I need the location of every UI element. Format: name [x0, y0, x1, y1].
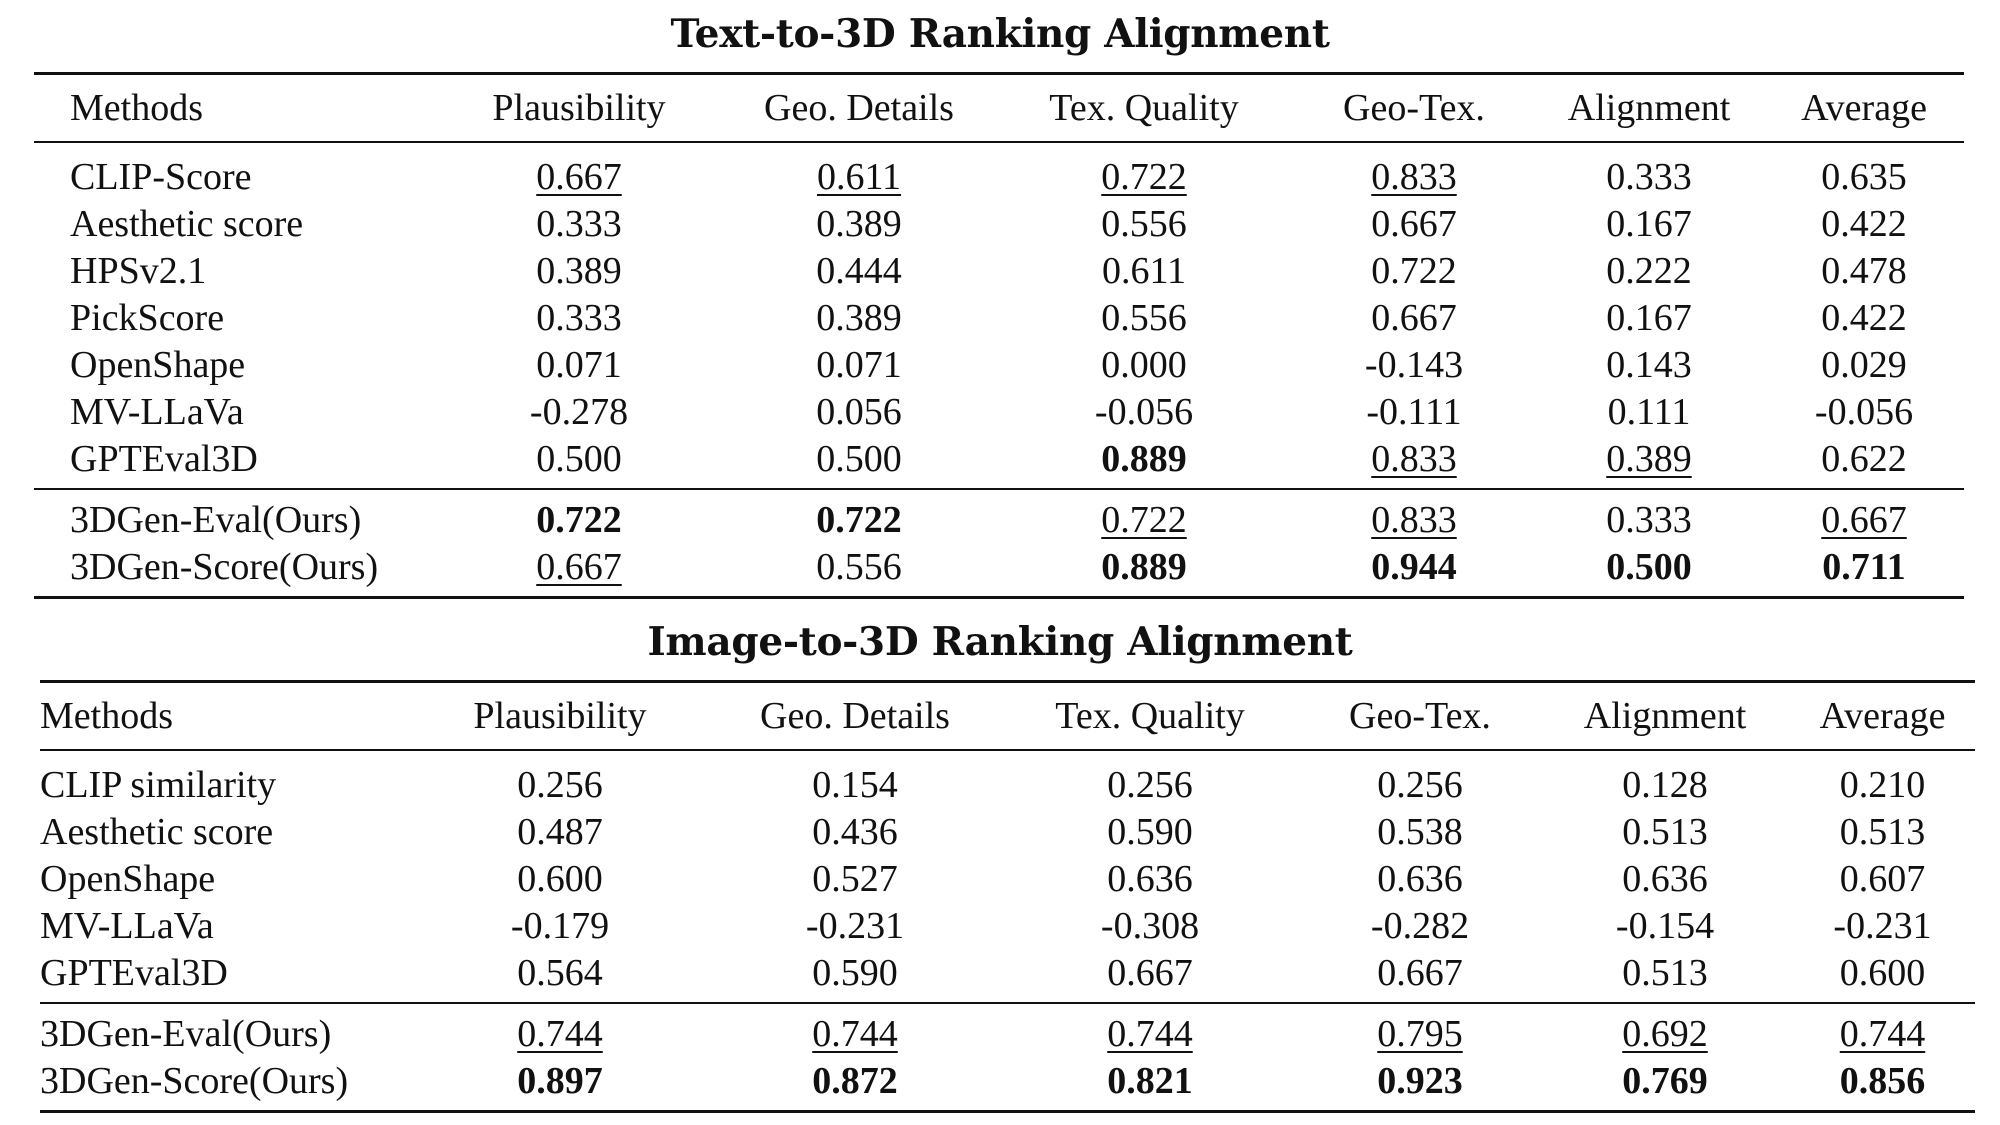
score-cell: 0.872	[812, 1059, 898, 1102]
score-cell: 0.389	[1606, 437, 1692, 480]
method-name: MV-LLaVa	[70, 390, 244, 433]
column-header: Geo-Tex.	[1349, 695, 1491, 737]
score-cell: 0.527	[812, 857, 898, 900]
score-cell: 0.722	[536, 498, 622, 541]
score-cell: 0.667	[1107, 951, 1193, 994]
score-cell: 0.590	[1107, 810, 1193, 853]
table-header	[34, 74, 1964, 143]
method-name: GPTEval3D	[40, 951, 228, 994]
score-cell: 0.538	[1377, 810, 1463, 853]
table-row	[34, 142, 1964, 200]
ranking-table	[34, 72, 1964, 599]
score-cell: 0.128	[1622, 763, 1708, 806]
score-cell: 0.722	[816, 498, 902, 541]
method-name: MV-LLaVa	[40, 904, 214, 947]
baseline-rows	[34, 142, 1964, 489]
ours-rows	[34, 489, 1964, 598]
method-name: 3DGen-Eval(Ours)	[40, 1012, 332, 1055]
score-cell: -0.111	[1366, 390, 1462, 433]
score-cell: 0.636	[1107, 857, 1193, 900]
score-cell: 0.821	[1107, 1059, 1193, 1102]
score-cell: 0.556	[816, 545, 902, 588]
score-cell: -0.282	[1370, 904, 1470, 947]
column-header: Tex. Quality	[1049, 87, 1239, 129]
column-header: Geo. Details	[764, 87, 954, 129]
score-cell: 0.636	[1377, 857, 1463, 900]
column-header: Methods	[40, 695, 173, 737]
ours-row	[40, 1003, 1975, 1057]
method-name: 3DGen-Score(Ours)	[70, 545, 379, 588]
score-cell: -0.143	[1364, 343, 1464, 386]
score-cell: 0.636	[1622, 857, 1708, 900]
ranking-table	[40, 680, 1975, 1113]
column-header: Average	[1801, 87, 1927, 129]
score-cell: 0.167	[1606, 296, 1692, 339]
score-cell: 0.071	[536, 343, 622, 386]
table-row	[34, 435, 1964, 489]
score-cell: 0.607	[1839, 857, 1926, 900]
method-name: 3DGen-Score(Ours)	[40, 1059, 349, 1102]
score-cell: 0.889	[1101, 545, 1187, 588]
column-header: Tex. Quality	[1055, 695, 1245, 737]
score-cell: 0.436	[812, 810, 898, 853]
score-cell: 0.600	[517, 857, 603, 900]
score-cell: 0.795	[1377, 1012, 1463, 1055]
column-header: Plausibility	[492, 87, 666, 129]
score-cell: 0.722	[1371, 249, 1457, 292]
column-header: Average	[1819, 695, 1946, 737]
score-cell: 0.389	[816, 202, 902, 245]
score-cell: 0.422	[1821, 296, 1907, 339]
score-cell: 0.923	[1377, 1059, 1463, 1102]
score-cell: 0.667	[1821, 498, 1907, 541]
column-header: Methods	[70, 87, 203, 129]
score-cell: 0.667	[536, 155, 622, 198]
score-cell: 0.029	[1821, 343, 1907, 386]
score-cell: 0.478	[1821, 249, 1907, 292]
table-header	[40, 682, 1975, 751]
score-cell: 0.056	[816, 390, 902, 433]
table-row	[40, 949, 1975, 1003]
score-cell: -0.056	[1814, 390, 1914, 433]
score-cell: 0.611	[1101, 249, 1187, 292]
score-cell: 0.769	[1622, 1059, 1708, 1102]
method-name: CLIP similarity	[40, 763, 277, 806]
score-cell: 0.897	[517, 1059, 603, 1102]
column-header: Alignment	[1583, 695, 1747, 737]
baseline-rows	[40, 750, 1975, 1003]
score-cell: 0.256	[1107, 763, 1193, 806]
score-cell: 0.556	[1101, 296, 1187, 339]
header-row	[40, 682, 1975, 751]
score-cell: 0.590	[812, 951, 898, 994]
score-cell: 0.143	[1606, 343, 1692, 386]
column-header: Alignment	[1567, 87, 1731, 129]
score-cell: -0.056	[1094, 390, 1194, 433]
table-row	[34, 247, 1964, 294]
score-cell: 0.111	[1607, 390, 1691, 433]
score-cell: 0.333	[1606, 155, 1692, 198]
method-name: Aesthetic score	[40, 810, 274, 853]
score-cell: 0.722	[1101, 155, 1187, 198]
score-cell: 0.389	[536, 249, 622, 292]
score-cell: 0.667	[1371, 202, 1457, 245]
table-title: Image-to-3D Ranking Alignment	[647, 619, 1353, 665]
method-name: Aesthetic score	[70, 202, 304, 245]
score-cell: 0.422	[1821, 202, 1907, 245]
score-cell: 0.500	[1606, 545, 1692, 588]
table-row	[34, 341, 1964, 388]
score-cell: 0.333	[1606, 498, 1692, 541]
ours-row	[40, 1057, 1975, 1112]
score-cell: 0.667	[1371, 296, 1457, 339]
column-header: Plausibility	[473, 695, 647, 737]
score-cell: 0.622	[1821, 437, 1907, 480]
score-cell: 0.513	[1622, 951, 1708, 994]
score-cell: 0.833	[1371, 498, 1457, 541]
ours-rows	[40, 1003, 1975, 1112]
score-cell: 0.692	[1622, 1012, 1708, 1055]
score-cell: 0.154	[812, 763, 898, 806]
score-cell: 0.744	[1107, 1012, 1193, 1055]
score-cell: 0.222	[1606, 249, 1692, 292]
method-name: GPTEval3D	[70, 437, 258, 480]
score-cell: 0.889	[1101, 437, 1187, 480]
score-cell: -0.231	[805, 904, 905, 947]
method-name: 3DGen-Eval(Ours)	[70, 498, 362, 541]
score-cell: 0.333	[536, 202, 622, 245]
table-row	[40, 750, 1975, 808]
method-name: PickScore	[70, 296, 225, 339]
score-cell: 0.667	[1377, 951, 1463, 994]
score-cell: 0.611	[816, 155, 902, 198]
score-cell: -0.179	[510, 904, 610, 947]
score-cell: 0.635	[1821, 155, 1907, 198]
score-cell: 0.944	[1371, 545, 1457, 588]
score-cell: 0.667	[536, 545, 622, 588]
score-cell: 0.256	[517, 763, 603, 806]
score-cell: 0.333	[536, 296, 622, 339]
ours-row	[34, 543, 1964, 598]
ours-row	[34, 489, 1964, 543]
method-name: OpenShape	[70, 343, 246, 386]
score-cell: 0.444	[816, 249, 902, 292]
score-cell: 0.487	[517, 810, 603, 853]
score-cell: -0.278	[529, 390, 629, 433]
header-row	[34, 74, 1964, 143]
score-cell: 0.256	[1377, 763, 1463, 806]
score-cell: 0.744	[812, 1012, 898, 1055]
table-row	[40, 855, 1975, 902]
table-row	[40, 808, 1975, 855]
score-cell: 0.833	[1371, 155, 1457, 198]
score-cell: -0.231	[1833, 904, 1932, 947]
table-row	[34, 200, 1964, 247]
score-cell: 0.600	[1839, 951, 1926, 994]
score-cell: 0.744	[1839, 1012, 1926, 1055]
score-cell: 0.513	[1839, 810, 1926, 853]
table-row	[34, 388, 1964, 435]
score-cell: -0.308	[1100, 904, 1200, 947]
score-cell: 0.500	[816, 437, 902, 480]
score-cell: 0.389	[816, 296, 902, 339]
table-title: Text-to-3D Ranking Alignment	[670, 11, 1330, 57]
score-cell: 0.564	[517, 951, 603, 994]
score-cell: 0.722	[1101, 498, 1187, 541]
table-row	[40, 902, 1975, 949]
score-cell: 0.167	[1606, 202, 1692, 245]
score-cell: -0.154	[1615, 904, 1715, 947]
score-cell: 0.744	[517, 1012, 603, 1055]
score-cell: 0.856	[1839, 1059, 1926, 1102]
score-cell: 0.833	[1371, 437, 1457, 480]
method-name: OpenShape	[40, 857, 216, 900]
table-row	[34, 294, 1964, 341]
score-cell: 0.000	[1101, 343, 1187, 386]
score-cell: 0.210	[1839, 763, 1926, 806]
method-name: CLIP-Score	[70, 155, 252, 198]
score-cell: 0.071	[816, 343, 902, 386]
score-cell: 0.711	[1822, 545, 1906, 588]
method-name: HPSv2.1	[70, 249, 207, 292]
score-cell: 0.556	[1101, 202, 1187, 245]
score-cell: 0.513	[1622, 810, 1708, 853]
column-header: Geo. Details	[760, 695, 950, 737]
score-cell: 0.500	[536, 437, 622, 480]
column-header: Geo-Tex.	[1343, 87, 1485, 129]
